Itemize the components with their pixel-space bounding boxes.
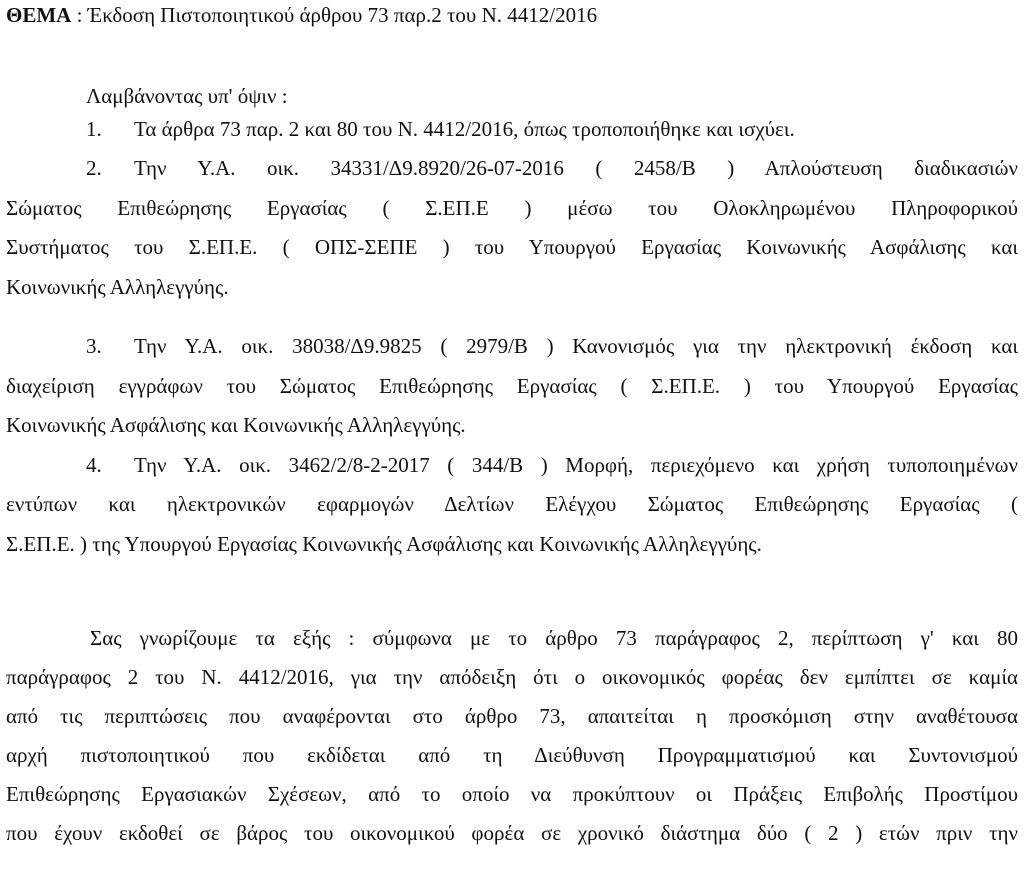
subject-label: ΘΕΜΑ — [6, 3, 72, 27]
list-item-2-line-4: Κοινωνικής Αλληλεγγύης. — [6, 275, 229, 299]
list-item-number: 3. — [86, 334, 102, 358]
paragraph-line-5: Επιθεώρησης Εργασιακών Σχέσεων, από το οποίο να προκύπτουν οι Πράξεις Επιβολής Προστίμου — [6, 782, 1018, 806]
list-item-4-line-3: Σ.ΕΠ.Ε. ) της Υπουργού Εργασίας Κοινωνικής Ασφάλισης και Κοινωνικής Αλληλεγγύης. — [6, 532, 762, 556]
list-item-3-line-3: Κοινωνικής Ασφάλισης και Κοινωνικής Αλληλεγγύης. — [6, 413, 466, 437]
list-item-number: 2. — [86, 156, 102, 180]
list-item-text: Την Υ.Α. οικ. 34331/Δ9.8920/26-07-2016 ( 2458/Β ) Απλούστευση διαδικασιών — [134, 156, 1018, 180]
list-item-text: Την Υ.Α. οικ. 3462/2/8-2-2017 ( 344/Β ) Μορφή, περιεχόμενο και χρήση τυποποιημένων — [134, 453, 1018, 477]
list-item-text: Την Υ.Α. οικ. 38038/Δ9.9825 ( 2979/Β ) Κανονισμός για την ηλεκτρονική έκδοση και — [134, 334, 1018, 358]
list-item-2-line-2: Σώματος Επιθεώρησης Εργασίας ( Σ.ΕΠ.Ε ) μέσω του Ολοκληρωμένου Πληροφορικού — [6, 196, 1018, 220]
list-item-3 — [86, 333, 1018, 359]
paragraph-line-1: Σας γνωρίζουμε τα εξής : σύμφωνα με το άρθρο 73 παράγραφος 2, περίπτωση γ' και 80 — [90, 626, 1018, 650]
list-item-number: 4. — [86, 453, 102, 477]
list-item-2-line-3: Συστήματος του Σ.ΕΠ.Ε. ( ΟΠΣ-ΣΕΠΕ ) του Υπουργού Εργασίας Κοινωνικής Ασφάλισης και — [6, 235, 1018, 259]
list-item-3-line-2: διαχείριση εγγράφων του Σώματος Επιθεώρησης Εργασίας ( Σ.ΕΠ.Ε. ) του Υπουργού Εργασίας — [6, 374, 1018, 398]
considering-heading: Λαμβάνοντας υπ' όψιν : — [86, 84, 288, 108]
subject-text: Έκδοση Πιστοποιητικού άρθρου 73 παρ.2 του Ν. 4412/2016 — [87, 3, 598, 27]
paragraph-line-6: που έχουν εκδοθεί σε βάρος του οικονομικού φορέα σε χρονικό διάστημα δύο ( 2 ) ετών πριν την — [6, 821, 1018, 845]
list-item-text: Τα άρθρα 73 παρ. 2 και 80 του Ν. 4412/2016, όπως τροποποιήθηκε και ισχύει. — [134, 117, 795, 141]
paragraph-line-2: παράγραφος 2 του Ν. 4412/2016, για την απόδειξη ότι ο οικονομικός φορέας δεν εμπίπτει σε καμία — [6, 665, 1018, 689]
paragraph-line-3: από τις περιπτώσεις που αναφέρονται στο άρθρο 73, απαιτείται η προσκόμιση στην αναθέτουσα — [6, 704, 1018, 728]
subject-separator: : — [71, 3, 88, 27]
list-item-1 — [86, 116, 795, 142]
subject-line — [6, 2, 597, 28]
list-item-2 — [86, 155, 1018, 181]
list-item-4 — [86, 452, 1018, 478]
list-item-number: 1. — [86, 117, 102, 141]
list-item-4-line-2: εντύπων και ηλεκτρονικών εφαρμογών Δελτίων Ελέγχου Σώματος Επιθεώρησης Εργασίας ( — [6, 492, 1018, 516]
paragraph-line-4: αρχή πιστοποιητικού που εκδίδεται από τη Διεύθυνση Προγραμματισμού και Συντονισμού — [6, 743, 1018, 767]
